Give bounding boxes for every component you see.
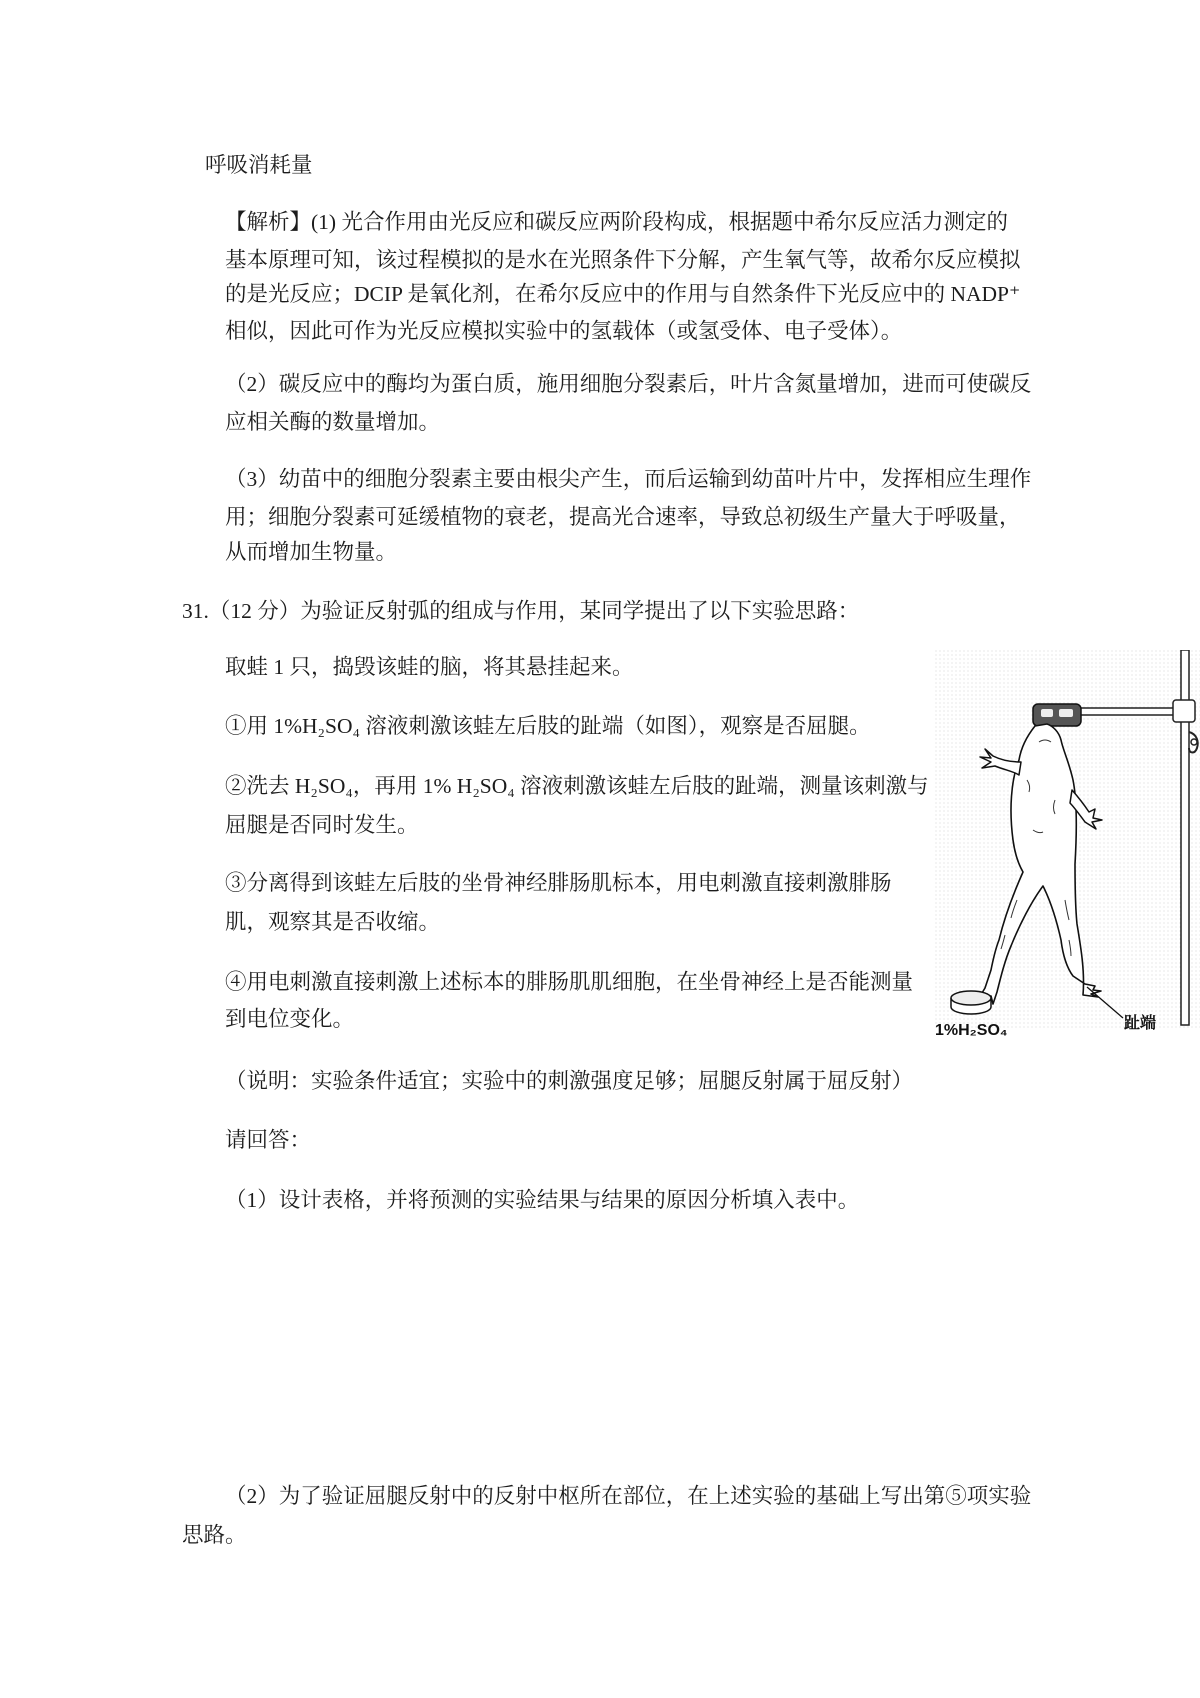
analysis-p1-line: 基本原理可知，该过程模拟的是水在光照条件下分解，产生氧气等，故希尔反应模拟 [225,248,1021,272]
acid-dish-rim [951,991,991,1005]
analysis-p3-line: （3）幼苗中的细胞分裂素主要由根尖产生，而后运输到幼苗叶片中，发挥相应生理作 [225,467,1032,491]
step-3-line: ③分离得到该蛙左后肢的坐骨神经腓肠肌标本，用电刺激直接刺激腓肠 [225,871,892,895]
step-4-line: ④用电刺激直接刺激上述标本的腓肠肌肌细胞，在坐骨神经上是否能测量 [225,970,914,994]
stand-arm [1075,708,1189,715]
clamp-slot [1041,709,1053,717]
step-2-line: 屈腿是否同时发生。 [225,813,419,837]
sub-question-1: （1）设计表格，并将预测的实验结果与结果的原因分析填入表中。 [225,1188,860,1212]
clamp-slot [1059,709,1073,717]
sub-question-2-line: （2）为了验证屈腿反射中的反射中枢所在部位，在上述实验的基础上写出第⑤项实验 [225,1484,1032,1508]
stand-joint [1173,700,1195,722]
question-31-header: 31.（12 分）为验证反射弧的组成与作用，某同学提出了以下实验思路： [182,599,860,623]
experiment-note: （说明：实验条件适宜；实验中的刺激强度足够；屈腿反射属于屈反射） [225,1069,914,1093]
acid-label: 1%H₂SO₄ [935,1022,1008,1039]
toe-label: 趾端 [1124,1015,1157,1032]
step-2-line: ②洗去 H₂SO₄，再用 1% H₂SO₄ 溶液刺激该蛙左后肢的趾端，测量该刺激与 [225,774,929,798]
frog-experiment-figure [935,650,1200,1050]
step-4-line: 到电位变化。 [225,1007,355,1031]
question-31-intro: 取蛙 1 只，捣毁该蛙的脑，将其悬挂起来。 [225,655,634,679]
step-1-line: ①用 1%H₂SO₄ 溶液刺激该蛙左后肢的趾端（如图），观察是否屈腿。 [225,714,871,738]
analysis-p1-line: 相似，因此可作为光反应模拟实验中的氢载体（或氢受体、电子受体）。 [225,319,903,343]
analysis-p1-line: 的是光反应；DCIP 是氧化剂，在希尔反应中的作用与自然条件下光反应中的 NADP⁺ [225,282,1021,306]
analysis-p2-line: 应相关酶的数量增加。 [225,410,441,434]
analysis-p1-line: 【解析】(1) 光合作用由光反应和碳反应两阶段构成，根据题中希尔反应活力测定的 [225,210,1008,234]
analysis-p3-line: 从而增加生物量。 [225,540,398,564]
answer-tail: 呼吸消耗量 [205,153,313,177]
analysis-p3-line: 用；细胞分裂素可延缓植物的衰老，提高光合速率，导致总初级生产量大于呼吸量， [225,505,1021,529]
analysis-p2-line: （2）碳反应中的酶均为蛋白质，施用细胞分裂素后，叶片含氮量增加，进而可使碳反 [225,372,1032,396]
sub-question-2-line: 思路。 [182,1523,247,1547]
step-3-line: 肌，观察其是否收缩。 [225,910,441,934]
stand-screw [1191,739,1197,745]
clamp [1033,704,1081,726]
answer-prompt: 请回答： [225,1128,312,1152]
